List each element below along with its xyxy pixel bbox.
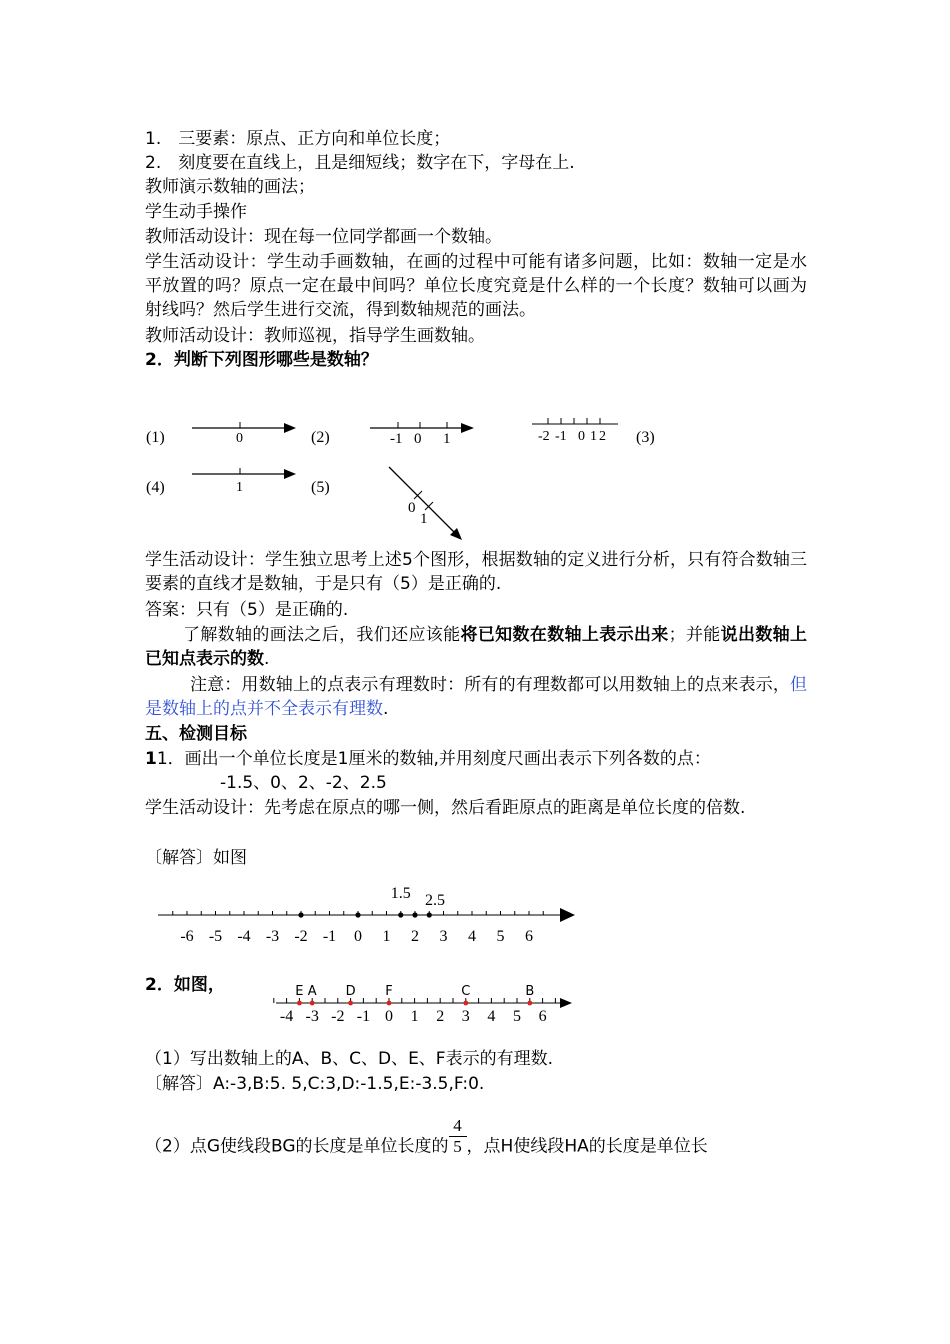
- fig-1-ray: [192, 422, 296, 446]
- axis2-tick-label: 5: [513, 1008, 521, 1025]
- axis2-point-E: [297, 1001, 302, 1006]
- fig-3-minus-two: -2: [538, 429, 550, 444]
- axis2-tick-label: -3: [305, 1008, 319, 1025]
- axis2-tick-label: 2: [436, 1008, 445, 1025]
- para-analysis: 学生活动设计：学生独立思考上述5个图形，根据数轴的定义进行分析，只有符合数轴三要素的直线才是数轴，于是只有（5）是正确的.: [145, 550, 807, 594]
- fig-2-minus-one: -1: [390, 431, 403, 447]
- axis2-letter-D: D: [345, 984, 356, 999]
- axis2-tick-label: -1: [356, 1008, 371, 1025]
- para-student-design: 学生活动设计：学生动手画数轴，在画的过程中可能有诸多问题，比如：数轴一定是水平放置的吗？原点一定在最中间吗？单位长度究竟是什么样的一个长度？数轴可以画为射线吗？然后学生进行交流，得到数轴规范的画法。: [145, 252, 807, 320]
- fig-label-2: (2): [311, 429, 330, 446]
- fraction-four-fifths: $\frac{4}{5}$: [449, 1116, 467, 1157]
- axis1-tick-label: 2: [411, 928, 419, 945]
- exercise-1-numbers: -1.5、0、2、-2、2.5: [220, 773, 387, 793]
- question-2-heading: 2．判断下列图形哪些是数轴？: [145, 350, 378, 370]
- axis1-tick-label: -3: [265, 928, 280, 945]
- axis2-letter-E: E: [295, 984, 304, 999]
- axis1-arrow: [560, 908, 575, 922]
- axis2-tick-label: -2: [331, 1008, 345, 1025]
- axis1-tick-label: 6: [525, 928, 533, 945]
- sub-question-1: （1）写出数轴上的A、B、C、D、E、F表示的有理数.: [145, 1049, 553, 1069]
- answer-number-line: [0, 878, 950, 948]
- axis1-tick-label: 4: [468, 928, 476, 945]
- axis1-label-1-5: 1.5: [390, 885, 411, 902]
- axis1-point: [355, 912, 360, 917]
- axis2-point-B: [527, 1001, 532, 1006]
- sub-question-2: （2）点G使线段BG的长度是单位长度的 $\frac{4}{5}$ ，点H使线段HA的长度是单位长: [145, 1116, 708, 1157]
- section-5-heading: 五、检测目标: [145, 724, 247, 744]
- axis1-tick-label: 5: [496, 928, 505, 945]
- axis1-tick-label: -4: [237, 928, 251, 945]
- fig-3-minus-one: -1: [555, 429, 567, 444]
- fig-1-zero: 0: [236, 431, 243, 446]
- line-tick-rule: 2. 刻度要在直线上，且是细短线；数字在下，字母在上.: [145, 153, 575, 173]
- axis2-letter-C: C: [461, 984, 471, 999]
- axis1-tick-label: 0: [354, 928, 362, 945]
- axis2-tick-label: 1: [410, 1008, 419, 1025]
- fig-label-1: (1): [146, 429, 165, 446]
- fig-5-diagonal: [389, 467, 462, 540]
- axis2-letter-B: B: [525, 984, 535, 999]
- exercise-2-label: 2．如图，: [145, 975, 225, 995]
- fig-5-zero: 0: [408, 500, 416, 516]
- para-note: 注意：用数轴上的点表示有理数时：所有的有理数都可以用数轴上的点来表示，但是数轴上的点并不全表示有理数.: [145, 675, 807, 719]
- fig-2-zero: 0: [414, 431, 422, 447]
- sub-answer-1: 〔解答〕A:-3,B:5. 5,C:3,D:-1.5,E:-3.5,F:0.: [145, 1074, 485, 1094]
- para-exercise-hint: 学生活动设计：先考虑在原点的哪一侧，然后看距原点的距离是单位长度的倍数.: [145, 798, 746, 818]
- number-line-figures: [0, 400, 950, 560]
- fig-label-3: (3): [636, 429, 655, 446]
- axis2-letter-A: A: [307, 984, 317, 999]
- axis1-point: [427, 912, 432, 917]
- exercise-1: 11．画出一个单位长度是1厘米的数轴,并用刻度尺画出表示下列各数的点：: [145, 749, 711, 769]
- fig-3-one: 1: [590, 429, 597, 444]
- line-teacher-design: 教师活动设计：现在每一位同学都画一个数轴。: [145, 227, 502, 247]
- axis2-arrow: [560, 998, 572, 1008]
- axis2-point-A: [310, 1001, 315, 1006]
- fig-4-ray: [192, 468, 296, 495]
- axis1-tick-label: 3: [439, 928, 448, 945]
- axis1-point: [412, 912, 417, 917]
- line-teacher-patrol: 教师活动设计：教师巡视，指导学生画数轴。: [145, 326, 485, 346]
- axis1-point: [398, 912, 403, 917]
- exercise-1-text: 1．画出一个单位长度是1厘米的数轴,并用刻度尺画出表示下列各数的点：: [156, 749, 711, 769]
- axis2-point-C: [463, 1001, 468, 1006]
- axis1-tick-label: -6: [180, 928, 194, 945]
- axis1-label-2-5: 2.5: [424, 892, 445, 909]
- fig-5-one: 1: [420, 511, 428, 527]
- fig-2-line: [370, 422, 474, 447]
- axis2-tick-label: 4: [487, 1008, 496, 1025]
- axis2-point-D: [348, 1001, 353, 1006]
- axis1-tick-label: -2: [294, 928, 308, 945]
- line-answer: 答案：只有（5）是正确的.: [145, 600, 349, 620]
- axis1-tick-label: 1: [382, 928, 391, 945]
- axis2-tick-label: 3: [461, 1008, 470, 1025]
- fig-4-one: 1: [236, 480, 243, 495]
- axis2-tick-label: -4: [279, 1008, 294, 1025]
- fig-label-5: (5): [311, 479, 330, 496]
- solution-label: 〔解答〕如图: [145, 848, 247, 868]
- fig-3-zero: 0: [578, 429, 585, 444]
- axis1-point: [298, 912, 303, 917]
- line-student-operate: 学生动手操作: [145, 202, 247, 222]
- fig-label-4: (4): [146, 479, 165, 496]
- para-skills: 了解数轴的画法之后，我们还应该能将已知数在数轴上表示出来；并能说出数轴上已知点表示的数.: [145, 625, 808, 669]
- fig-3-segment: [532, 418, 618, 444]
- axis1-tick-label: -5: [208, 928, 223, 945]
- axis2-tick-label: 6: [538, 1008, 547, 1025]
- fig-2-one: 1: [443, 431, 451, 447]
- line-teacher-demo: 教师演示数轴的画法；: [145, 177, 315, 197]
- axis2-point-F: [387, 1001, 392, 1006]
- axis2-letter-F: F: [385, 984, 393, 999]
- letters-number-line: [0, 975, 950, 1025]
- axis1-tick-label: -1: [322, 928, 337, 945]
- line-three-elements: 1. 三要素：原点、正方向和单位长度；: [145, 129, 451, 149]
- fig-3-two: 2: [599, 429, 606, 444]
- axis2-tick-label: 0: [385, 1008, 393, 1025]
